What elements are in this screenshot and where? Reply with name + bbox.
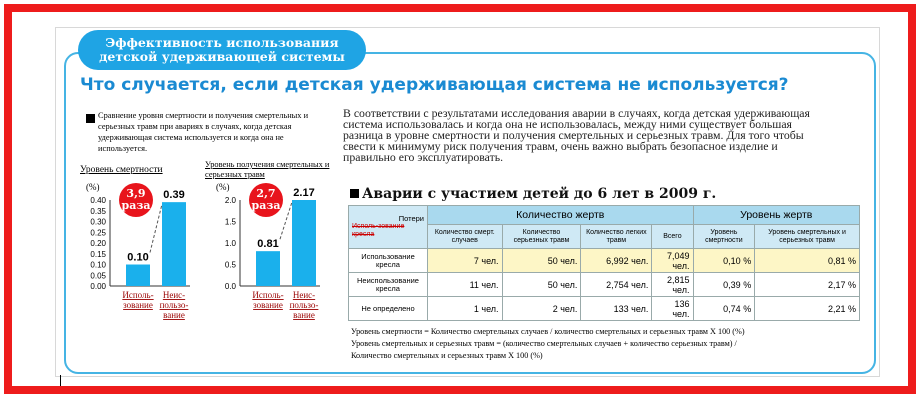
col-header: Количество легких травм [581, 225, 652, 249]
y-tick-label: 1.5 [224, 217, 236, 227]
description-paragraph: В соответствии с результатами исследования аварии в случаях, когда детская удерживающая система использовалась и когда она не использовалась, между ними существует большая разница в уровне смертности и получения смертельных и серьезных травм. Для того чтобы свести к минимуму риск получения травм, очень важно выбрать безопасное изделие и правильно его эксплуатировать. [343, 106, 810, 164]
col-header: Уровень смертельных и серьезных травм [755, 225, 860, 249]
formula-block [351, 326, 745, 362]
table-cell: 50 чел. [502, 273, 581, 297]
table-cell: 7,049 чел. [652, 249, 693, 273]
bar [256, 251, 280, 286]
table-row [349, 297, 860, 321]
category-label: Неис-пользо-вание [289, 290, 319, 320]
table-subtitle: Аварии с участием детей до 6 лет в 2009 г. [362, 186, 717, 202]
chart-caption: Сравнение уровня смертности и получения смертельных и серьезных травм при авариях в случаях, когда детская удерживающая система используется и когда она не используется. [98, 111, 309, 153]
formula-line: Количество смертельных и серьезных травм X 100 (%) [351, 351, 543, 360]
page-title: Что случается, если детская удерживающая система не используется? [80, 75, 789, 95]
row-label: Использование кресла [349, 249, 428, 273]
y-unit-label: (%) [216, 182, 230, 192]
y-tick-label: 0.0 [224, 282, 236, 291]
y-unit-label: (%) [86, 182, 100, 192]
y-tick-label: 0.15 [90, 249, 106, 259]
header-pill: Эффективность использования детской удерживающей системы [78, 30, 366, 70]
table-cell: 136 чел. [652, 297, 693, 321]
y-tick-label: 1.0 [224, 239, 236, 248]
bar-value-label: 0.39 [163, 189, 185, 202]
table-cell: 2,754 чел. [581, 273, 652, 297]
table-cell: 2,815 чел. [652, 273, 693, 297]
y-tick-label: 0.30 [90, 217, 106, 227]
y-tick-label: 0.10 [90, 260, 106, 270]
y-tick-label: 2.0 [224, 196, 236, 205]
table-cell: 0,81 % [755, 249, 860, 273]
bullet-square-icon [350, 189, 359, 198]
y-tick-label: 0.35 [90, 206, 106, 216]
table-cell: 7 чел. [428, 249, 503, 273]
table-corner [349, 206, 428, 249]
group-rate-header: Уровень жертв [693, 206, 859, 225]
text-cursor [60, 375, 61, 386]
bar [126, 265, 150, 287]
corner-top: Потери [398, 214, 424, 223]
y-tick-label: 0.25 [90, 228, 106, 238]
chart2-ratio-badge: 2,7 раза [249, 183, 283, 217]
table-cell: 6,992 чел. [581, 249, 652, 273]
table-cell: 0,74 % [693, 297, 755, 321]
y-tick-label: 0.5 [224, 260, 236, 270]
bar-value-label: 0.10 [127, 251, 149, 264]
chart1-ratio-badge: 3,9 раза [119, 183, 153, 217]
y-tick-label: 0.40 [90, 196, 106, 205]
row-label: Неиспользование кресла [349, 273, 428, 297]
statistics-table [348, 205, 860, 321]
col-header: Всего [652, 225, 693, 249]
bullet-square-icon [86, 114, 95, 123]
table-cell: 11 чел. [428, 273, 503, 297]
table-row [349, 273, 860, 297]
formula-line: Уровень смертельных и серьезных травм = (количество смертельных случаев + количество серьезных травм) / [351, 339, 737, 348]
col-header: Уровень смертности [693, 225, 755, 249]
table-cell: 133 чел. [581, 297, 652, 321]
table-cell: 50 чел. [502, 249, 581, 273]
group-count-header: Количество жертв [428, 206, 694, 225]
formula-line: Уровень смертности = Количество смертельных случаев / количество смертельных и серьезных травм X 100 (%) [351, 327, 745, 336]
table-cell: 0,10 % [693, 249, 755, 273]
table-row [349, 249, 860, 273]
category-label: Неис-пользо-вание [159, 290, 189, 320]
y-tick-label: 0.00 [90, 282, 106, 291]
col-header: Количество серьезных травм [502, 225, 581, 249]
col-header: Количество смерт. случаев [428, 225, 503, 249]
y-tick-label: 0.20 [90, 239, 106, 248]
table-cell: 2,21 % [755, 297, 860, 321]
bar-value-label: 0.81 [257, 238, 279, 251]
bar [162, 202, 186, 286]
table-cell: 2,17 % [755, 273, 860, 297]
bar [292, 200, 316, 286]
category-label: Исполь-зование [122, 290, 154, 310]
table-cell: 1 чел. [428, 297, 503, 321]
corner-bottom: Исполь-зование кресла [352, 223, 405, 238]
table-cell: 0,39 % [693, 273, 755, 297]
chart2-title: Уровень получения смертельных и серьезных травм [205, 160, 330, 179]
y-tick-label: 0.05 [90, 271, 106, 281]
table-cell: 2 чел. [502, 297, 581, 321]
category-label: Исполь-зование [252, 290, 284, 310]
row-label: Не определено [349, 297, 428, 321]
chart1-title: Уровень смертности [80, 165, 163, 175]
bar-value-label: 2.17 [293, 187, 315, 199]
